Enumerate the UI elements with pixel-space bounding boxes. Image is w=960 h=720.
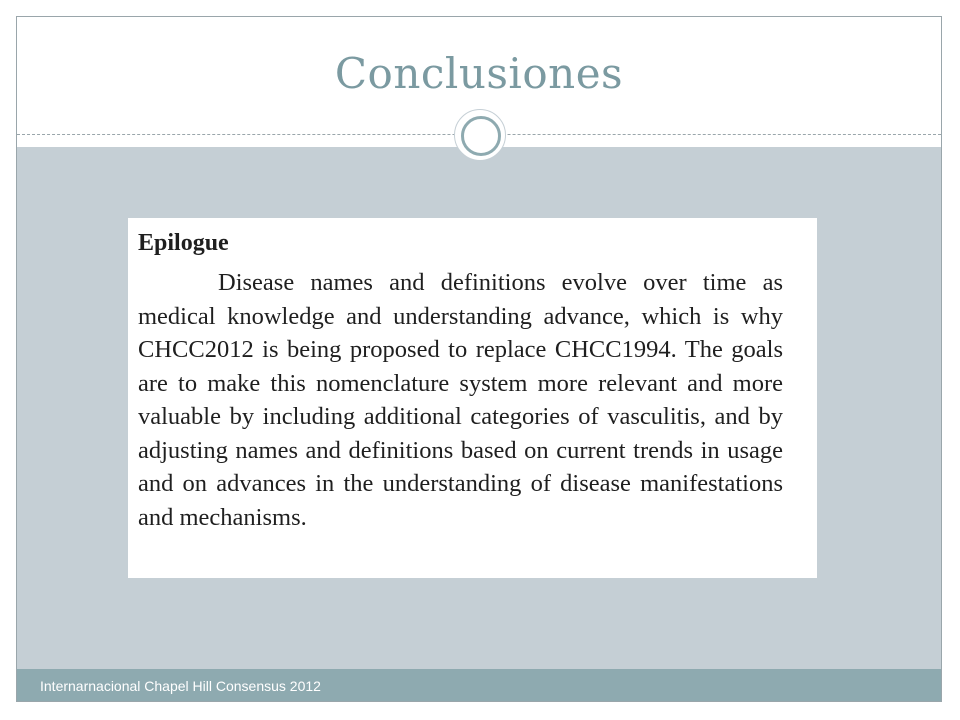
epilogue-text: Disease names and definitions evolve over time as medical knowledge and understanding advance, which is why CHCC2012 is being proposed to replace CHCC1994. The goals are to make this nomenclature system more relevant and more valuable by including additional categories of vasculitis, and by adjusting names and definitions based on current trends in usage and on advances in the understanding of disease manifestations and mechanisms. bbox=[138, 269, 783, 531]
slide bbox=[16, 16, 942, 702]
epilogue-image bbox=[128, 218, 817, 578]
epilogue-heading: Epilogue bbox=[138, 230, 229, 256]
content-area bbox=[17, 147, 941, 671]
footer-bar bbox=[17, 669, 941, 701]
footer-text: Internarnacional Chapel Hill Consensus 2012 bbox=[40, 678, 321, 694]
circle-ring-icon bbox=[454, 109, 506, 161]
slide-title: Conclusiones bbox=[334, 49, 624, 98]
ring-inner bbox=[461, 116, 501, 156]
